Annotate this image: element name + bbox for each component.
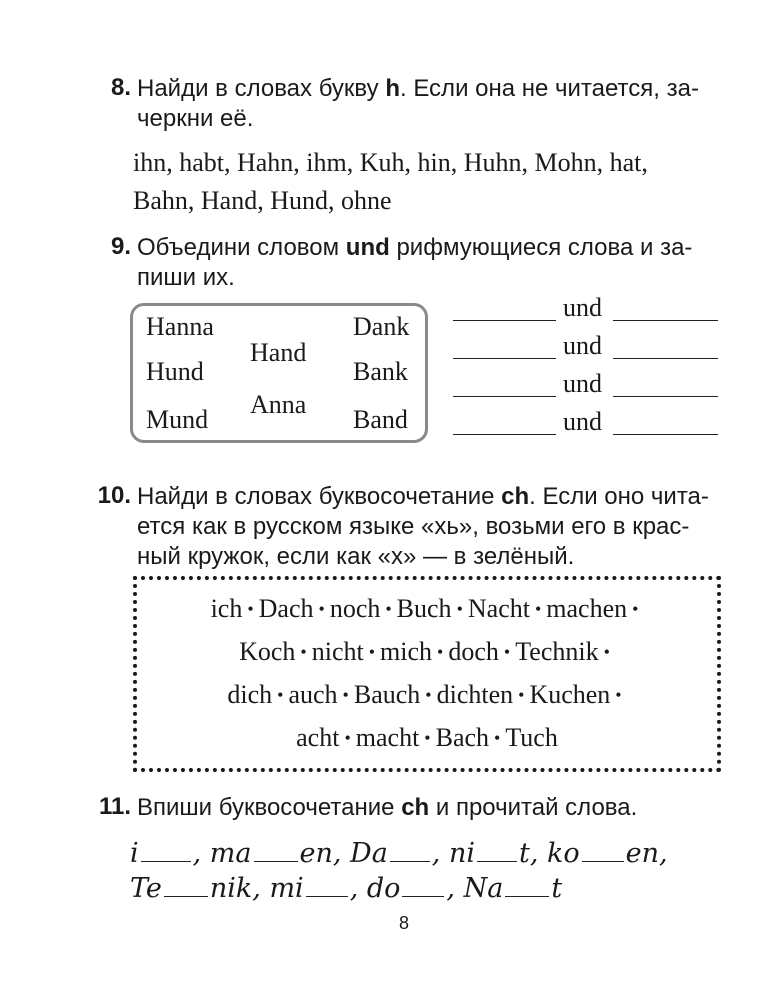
word-row xyxy=(137,723,717,753)
word-fragment: t, ko xyxy=(519,838,580,869)
instruction-text: . Если оно чита- xyxy=(529,483,709,510)
ch-word[interactable]: acht xyxy=(296,723,340,752)
ch-word[interactable]: Nacht xyxy=(467,594,530,623)
bullet: • xyxy=(603,642,610,662)
bullet: • xyxy=(534,599,542,619)
bullet: • xyxy=(425,685,432,705)
blank-line[interactable] xyxy=(164,895,208,897)
blank-line[interactable] xyxy=(254,860,298,862)
ch-word[interactable]: dich xyxy=(227,680,273,709)
ch-word[interactable]: macht xyxy=(355,723,420,752)
instruction-text: и прочитай слова. xyxy=(429,794,638,821)
page-number: 8 xyxy=(398,913,409,933)
bullet: • xyxy=(344,728,351,748)
ch-word[interactable]: noch xyxy=(329,594,381,623)
task-10 xyxy=(95,482,735,572)
box-word: Bank xyxy=(353,357,408,386)
ch-word[interactable]: nicht xyxy=(311,637,364,666)
instruction-text: ется как в русском языке «хь», возьми его в крас- xyxy=(137,513,690,540)
connector-word: und xyxy=(563,369,602,398)
blank-line[interactable] xyxy=(582,860,624,862)
blank-line[interactable] xyxy=(477,860,517,862)
bullet: • xyxy=(300,642,307,662)
answer-line[interactable] xyxy=(453,331,718,365)
word-row xyxy=(137,594,717,624)
bullet: • xyxy=(518,685,525,705)
bullet: • xyxy=(503,642,511,662)
box-word: Hanna xyxy=(146,312,214,341)
blank-line[interactable] xyxy=(613,358,718,359)
connector-word: und xyxy=(563,331,602,360)
word-row xyxy=(137,637,717,667)
blank-line[interactable] xyxy=(402,895,444,897)
blank-line[interactable] xyxy=(453,320,556,321)
word-row xyxy=(137,680,717,710)
bullet: • xyxy=(494,728,501,748)
blank-line[interactable] xyxy=(453,396,556,397)
handwriting-row xyxy=(130,838,668,869)
ch-word[interactable]: Technik xyxy=(515,637,599,666)
ch-word[interactable]: machen xyxy=(546,594,628,623)
task-number: 11. xyxy=(98,793,131,820)
answer-line[interactable] xyxy=(453,407,718,441)
task-11 xyxy=(95,793,735,823)
ch-word[interactable]: doch xyxy=(448,637,499,666)
bullet: • xyxy=(632,599,639,619)
word-fragment: i xyxy=(130,838,139,869)
ch-word[interactable]: dichten xyxy=(436,680,514,709)
bullet: • xyxy=(368,642,376,662)
handwriting-row xyxy=(130,873,562,904)
ch-word[interactable]: Tuch xyxy=(505,723,558,752)
instruction-text: черкни её. xyxy=(137,105,254,132)
instruction-text: рифмующиеся слова и за- xyxy=(389,234,693,261)
instruction-text: Найди в словах буквосочетание xyxy=(137,483,502,510)
instruction-text: Впиши буквосочетание xyxy=(137,794,402,821)
ch-word[interactable]: Koch xyxy=(239,637,296,666)
word-fragment: , ni xyxy=(431,838,475,869)
task-instruction xyxy=(137,233,735,293)
word-fragment: nik, mi xyxy=(209,873,304,904)
bullet: • xyxy=(424,728,431,748)
box-word: Anna xyxy=(250,390,307,419)
bullet: • xyxy=(437,642,444,662)
blank-line[interactable] xyxy=(306,895,348,897)
task-number: 8. xyxy=(110,74,131,101)
blank-line[interactable] xyxy=(505,895,549,897)
blank-line[interactable] xyxy=(141,860,191,862)
ch-word[interactable]: mich xyxy=(380,637,433,666)
blank-line[interactable] xyxy=(613,320,718,321)
bullet: • xyxy=(615,685,622,705)
instruction-text: Объедини словом xyxy=(137,234,346,261)
task-instruction xyxy=(137,74,735,134)
blank-line[interactable] xyxy=(613,396,718,397)
ch-word[interactable]: Bauch xyxy=(353,680,421,709)
task-number: 10. xyxy=(97,482,131,509)
instruction-text: пиши их. xyxy=(137,264,235,291)
ch-word[interactable]: Kuchen xyxy=(529,680,611,709)
word-fragment: en, xyxy=(625,838,668,869)
word-line: Bahn, Hand, Hund, ohne xyxy=(133,186,392,215)
word-line: ihn, habt, Hahn, ihm, Kuh, hin, Huhn, Mohn, hat, xyxy=(133,148,648,177)
instruction-text: Найди в словах букву xyxy=(137,75,386,102)
blank-line[interactable] xyxy=(453,434,556,435)
ch-word[interactable]: Bach xyxy=(435,723,490,752)
bullet: • xyxy=(247,599,254,619)
box-word: Band xyxy=(353,405,408,434)
blank-line[interactable] xyxy=(613,434,718,435)
rhyme-word-box xyxy=(130,303,428,443)
word-fragment: , ma xyxy=(192,838,252,869)
ch-word[interactable]: Dach xyxy=(258,594,314,623)
ch-word[interactable]: Buch xyxy=(396,594,452,623)
box-word: Mund xyxy=(146,405,209,434)
word-fragment: , Na xyxy=(446,873,504,904)
bullet: • xyxy=(318,599,325,619)
word-list xyxy=(133,144,735,220)
word-fragment: Te xyxy=(130,873,162,904)
instruction-bold: ch xyxy=(501,483,530,510)
task-instruction xyxy=(137,793,735,823)
instruction-bold: und xyxy=(345,234,390,261)
blank-line[interactable] xyxy=(453,358,556,359)
instruction-text: ный кружок, если как «х» — в зелёный. xyxy=(137,543,575,570)
instruction-text: . Если она не читается, за- xyxy=(399,75,699,102)
task-9 xyxy=(95,233,735,293)
bullet: • xyxy=(277,685,284,705)
bullet: • xyxy=(342,685,349,705)
word-fragment: , do xyxy=(349,873,401,904)
connector-word: und xyxy=(563,293,602,322)
ch-word[interactable]: ich xyxy=(210,594,243,623)
ch-word-box xyxy=(133,576,721,772)
box-word: Hund xyxy=(146,357,204,386)
task-instruction xyxy=(137,482,735,572)
connector-word: und xyxy=(563,407,602,436)
instruction-bold: ch xyxy=(401,794,430,821)
task-8 xyxy=(95,74,735,220)
box-word: Dank xyxy=(353,312,410,341)
bullet: • xyxy=(385,599,392,619)
answer-line[interactable] xyxy=(453,369,718,403)
ch-word[interactable]: auch xyxy=(288,680,338,709)
answer-line[interactable] xyxy=(453,293,718,327)
word-fragment: en, Da xyxy=(299,838,388,869)
word-fragment: t xyxy=(551,873,563,904)
blank-line[interactable] xyxy=(390,860,430,862)
task-number: 9. xyxy=(110,233,131,260)
box-word: Hand xyxy=(250,338,307,367)
instruction-bold: h xyxy=(385,75,400,102)
bullet: • xyxy=(456,599,463,619)
